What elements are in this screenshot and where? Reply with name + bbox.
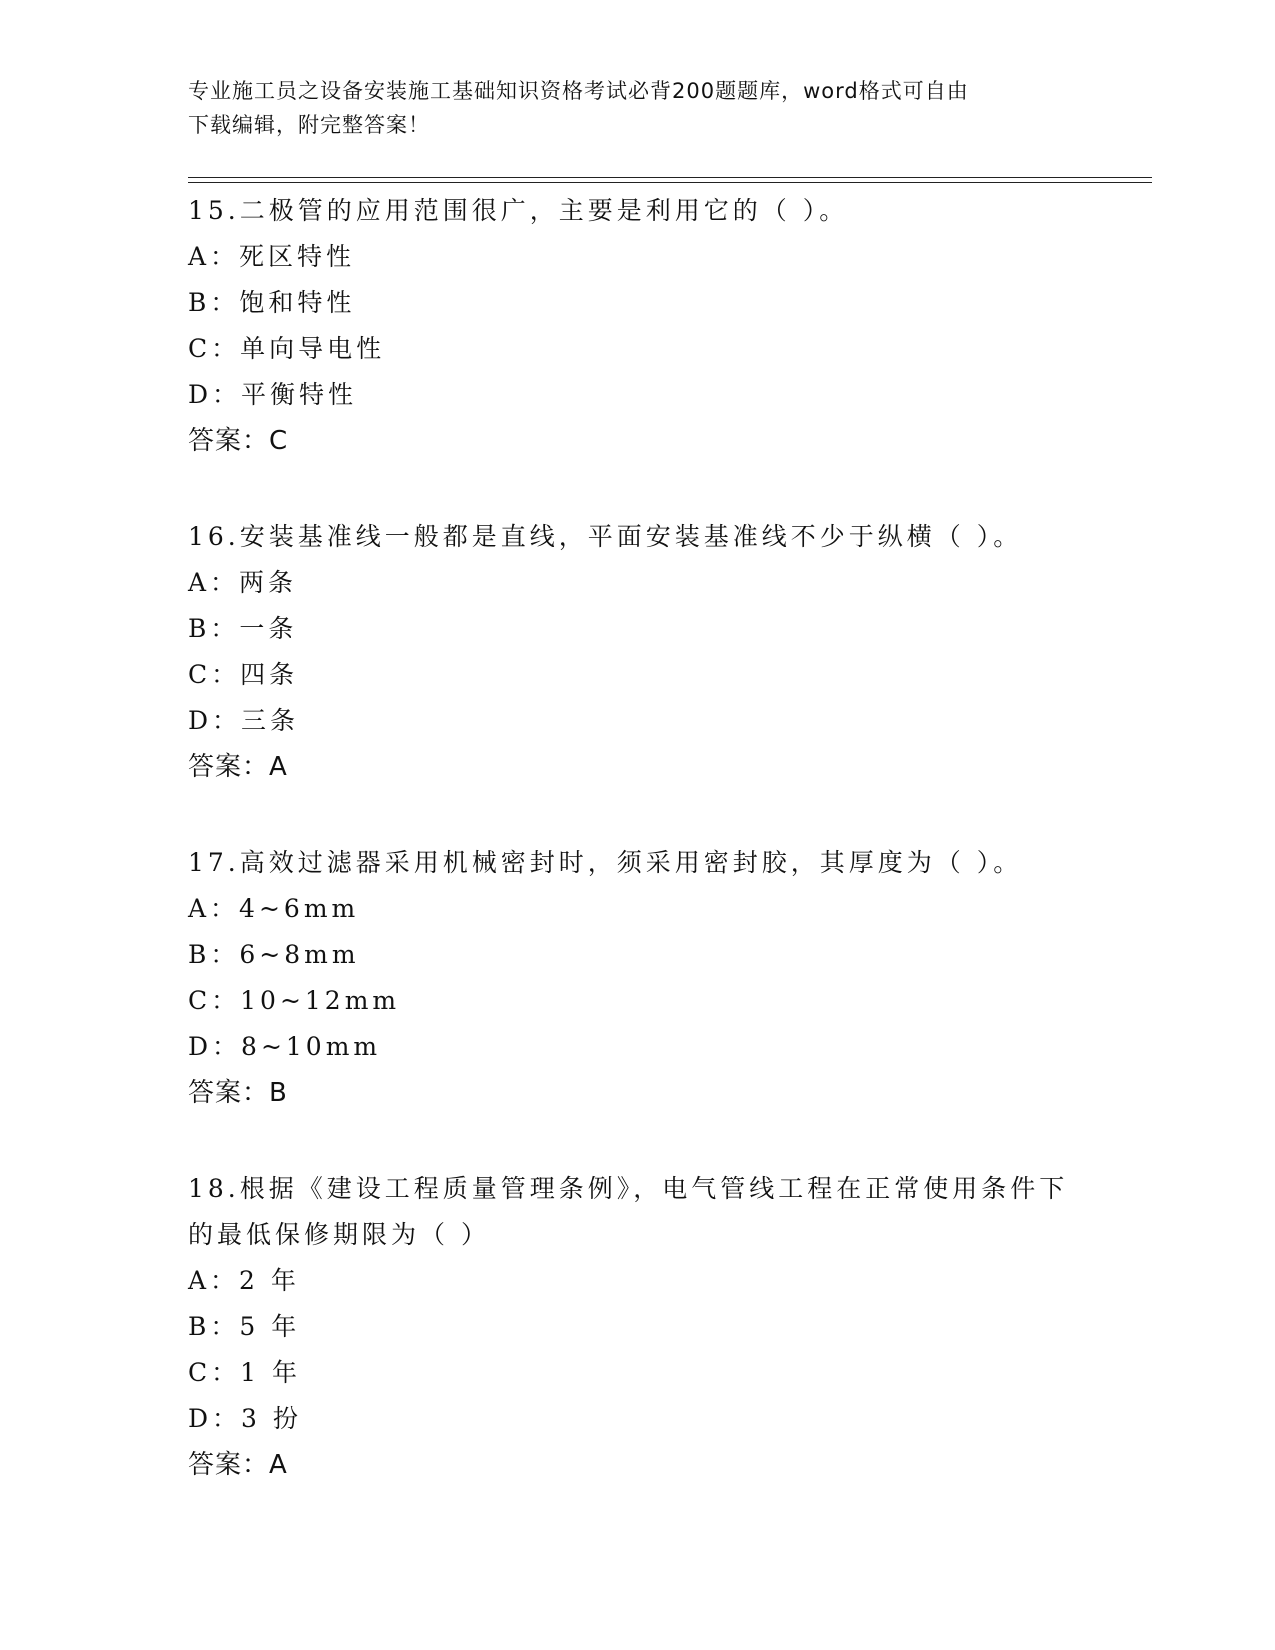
- option-b: B：饱和特性: [188, 288, 356, 317]
- header-title-line-2: 下载编辑，附完整答案！: [188, 113, 430, 137]
- option-a: A：2 年: [188, 1266, 300, 1295]
- header-divider-bottom: [188, 182, 1152, 183]
- option-d: D：8~10mm: [188, 1032, 382, 1061]
- question-stem: 16.安装基准线一般都是直线，平面安装基准线不少于纵横（ ）。: [188, 522, 1023, 551]
- question-17: [188, 840, 1088, 1116]
- question-stem: 15.二极管的应用范围很广，主要是利用它的（ ）。: [188, 196, 849, 225]
- option-a: A：4~6mm: [188, 894, 360, 923]
- option-d: D：3 扮: [188, 1404, 302, 1433]
- option-c: C：单向导电性: [188, 334, 386, 363]
- header-divider-top: [188, 177, 1152, 178]
- question-15: [188, 188, 1088, 464]
- question-stem-continued: 的最低保修期限为（ ）: [188, 1220, 490, 1249]
- option-b: B：一条: [188, 614, 298, 643]
- option-d: D：三条: [188, 706, 300, 735]
- option-c: C：四条: [188, 660, 299, 689]
- document-header: [188, 74, 1068, 142]
- option-b: B：5 年: [188, 1312, 301, 1341]
- header-title-line-1: 专业施工员之设备安装施工基础知识资格考试必背200题题库，word格式可自由: [188, 79, 969, 103]
- question-16: [188, 514, 1088, 790]
- question-list: [188, 188, 1088, 1538]
- question-stem: 18.根据《建设工程质量管理条例》，电气管线工程在正常使用条件下: [188, 1174, 1069, 1203]
- answer-label: 答案：C: [188, 426, 289, 456]
- option-c: C：10~12mm: [188, 986, 401, 1015]
- option-b: B：6~8mm: [188, 940, 360, 969]
- answer-label: 答案：B: [188, 1078, 288, 1108]
- question-18: [188, 1166, 1088, 1488]
- option-a: A：死区特性: [188, 242, 356, 271]
- answer-label: 答案：A: [188, 1450, 288, 1480]
- answer-label: 答案：A: [188, 752, 288, 782]
- option-c: C：1 年: [188, 1358, 301, 1387]
- option-d: D：平衡特性: [188, 380, 358, 409]
- question-stem: 17.高效过滤器采用机械密封时，须采用密封胶，其厚度为（ ）。: [188, 848, 1023, 877]
- option-a: A：两条: [188, 568, 298, 597]
